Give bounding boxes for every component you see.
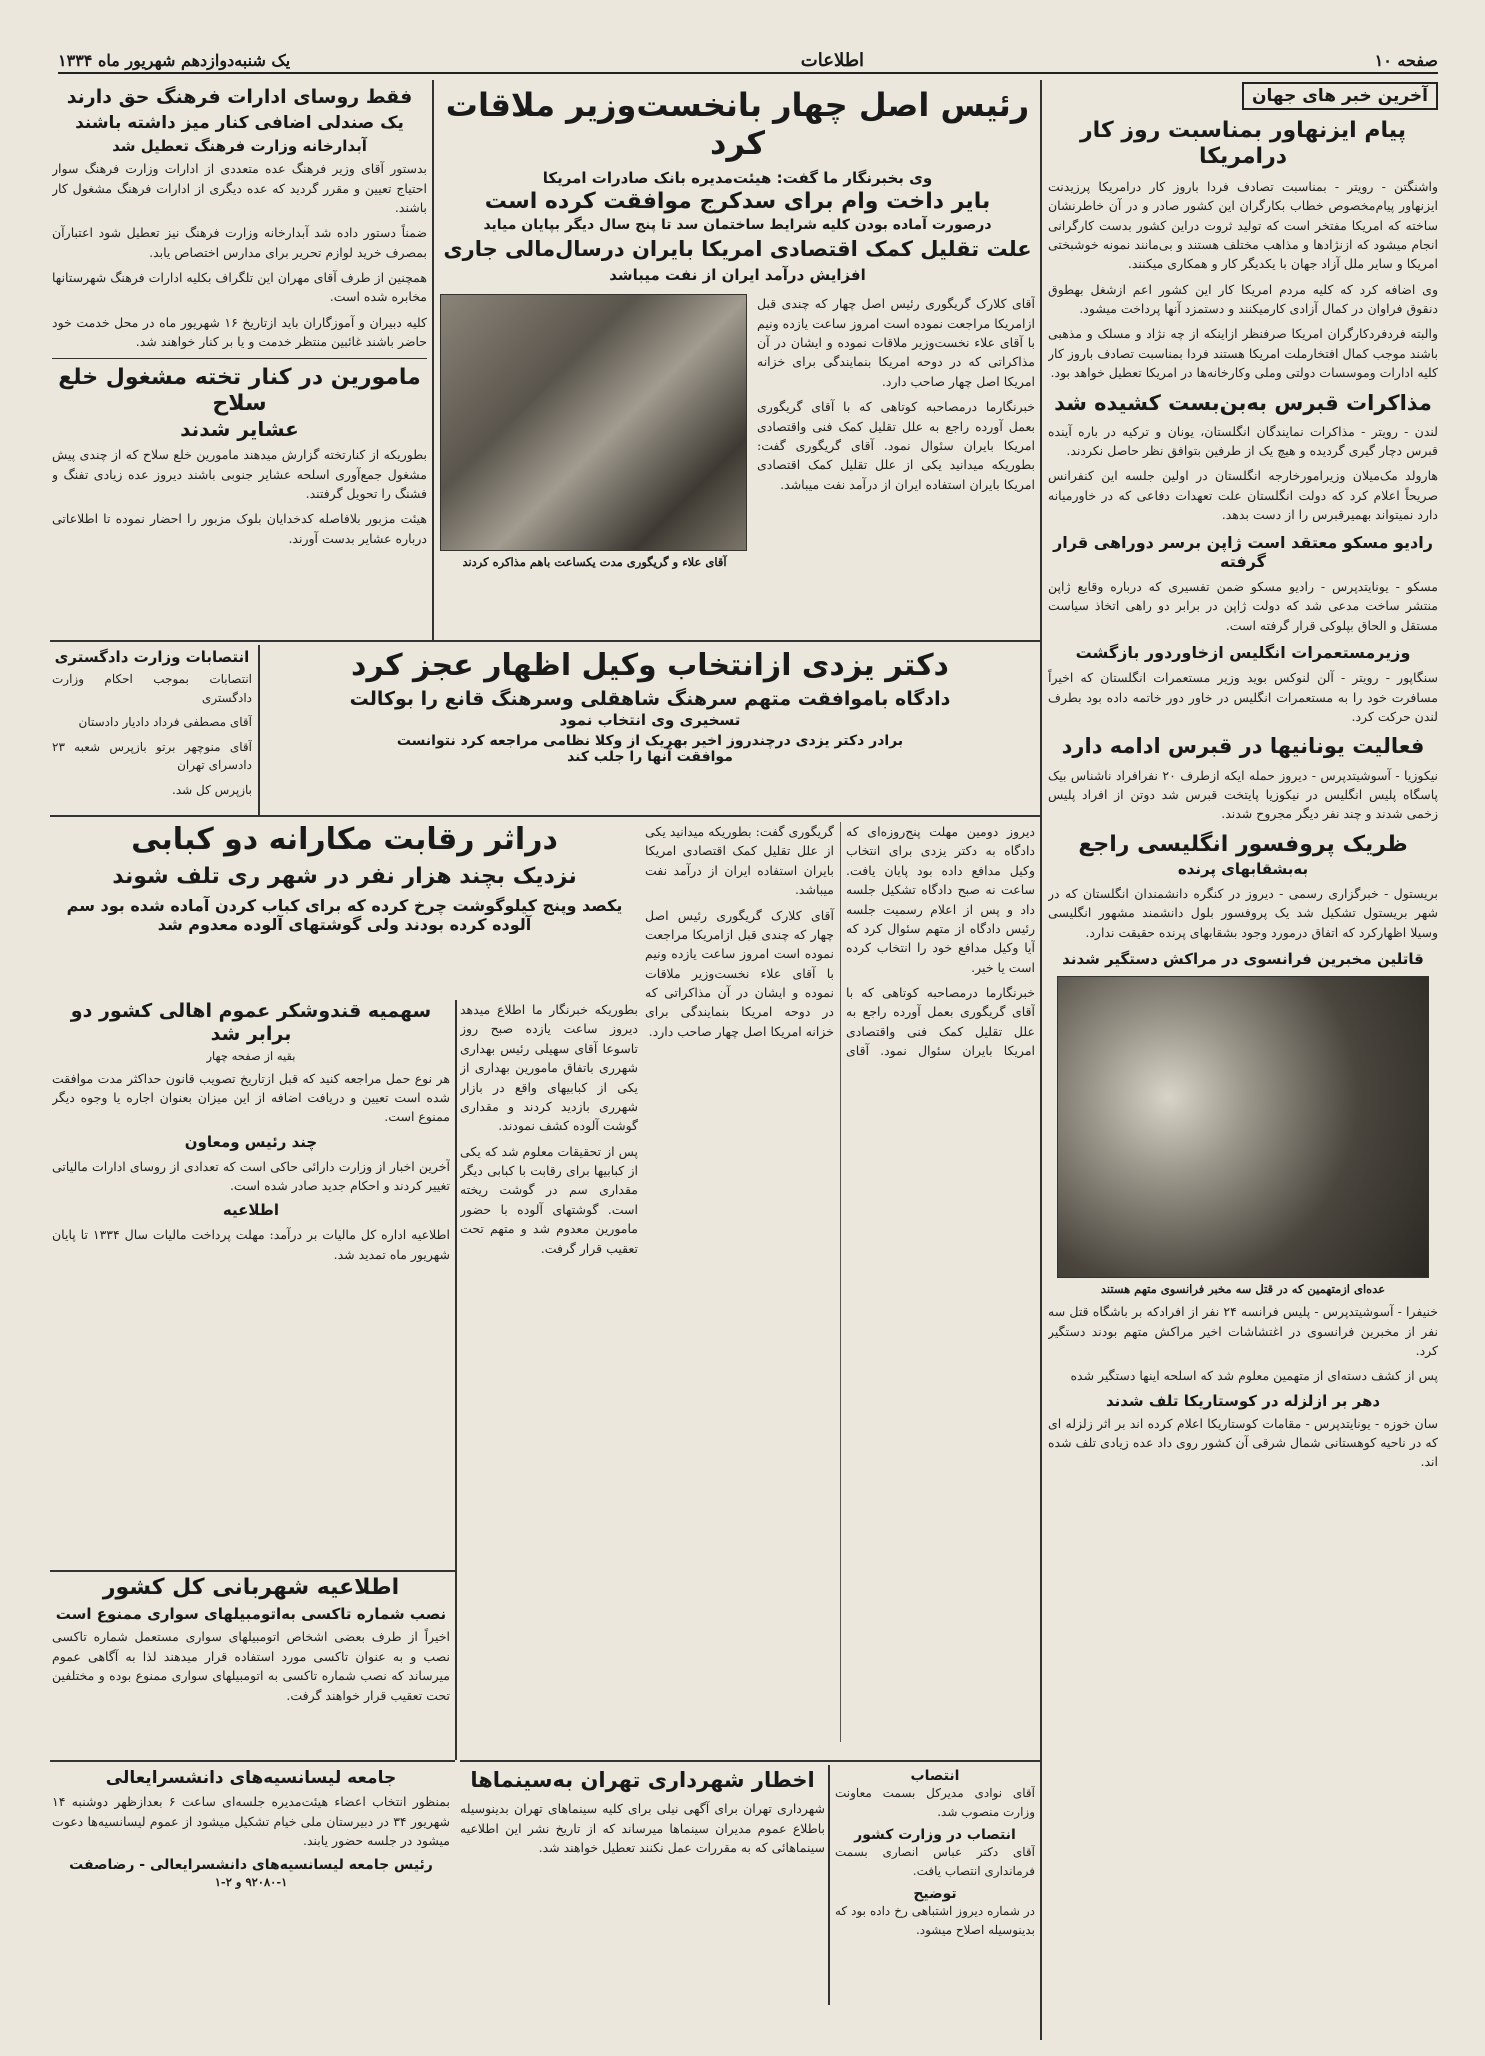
article-paragraph: سان خوزه - یونایتدپرس - مقامات کوستاریکا اعلام کرده اند بر اثر زلزله ای که در ناحیه کوهستانی شمال شرقی آن کشور روی داد عده زیادی تلف شده اند. [1048,1415,1438,1470]
article-paragraph: خبرنگارما درمصاحبه کوتاهی که با آقای گریگوری بعمل آورده راجع به علل تقلیل کمک فنی واقتصادی امریکا بایران سئوال نمود. آقای گریگوری گفت: بطوریکه میدانید یکی از علل تقلیل کمک اقتصادی امریکا بایران استفاده ایران از درآمد نفت میباشد. [757,399,1035,492]
world-news-box-title: آخرین خبر های جهان [1242,82,1438,110]
headline-professor: ظریک پروفسور انگلیسی راجع [1078,831,1408,857]
column-rule [455,1000,457,1760]
appointment-item: بازپرس کل شد. [172,782,252,797]
subheadline-flying-saucers: به‌بشقابهای پرنده [1177,860,1309,879]
article-paragraph: نیکوزیا - آسوشیتدپرس - دیروز حمله ایکه ازطرف ۲۰ نفرافراد ناشناس بیک پاسگاه پلیس انگلیس در نیکوزیا پایتخت قبرس شد دوتن از افراد پلیس زخمی شدند و چند نفر دیگر مجروح شدند. [1048,767,1438,822]
section-rule [460,1760,1040,1762]
police-notice [52,1575,450,1755]
column-rule [432,80,434,640]
article-paragraph: شهرداری تهران برای آگهی نیلی برای کلیه سینماهای تهران بدینوسیله باطلاع عموم مدیران سینماها میرساند که از تاریخ نشر این اطلاعیه سینماهائی که به مقررات عمل نکنند تعطیل خواهند شد. [460,1801,825,1855]
headline-morocco-arrests: قاتلین مخبرین فرانسوی در مراکش دستگیر شدند [1062,950,1424,969]
headline-sugar: سهمیه قندوشکر عموم اهالی کشور دو برابر شد [70,1000,432,1045]
article-paragraph: آقای نوادی مدیرکل بسمت معاونت وزارت منصوب شد. [835,1786,1035,1819]
article-paragraph: مسکو - یونایتدپرس - رادیو مسکو ضمن تفسیری که درباره وقایع ژاپن منتشر ساخت مدعی شد که دولت ژاپن در برابر دو راهی اتخاذ سیاست مستقل و الحاق بپلوکی قرار گرفته است. [1048,578,1438,633]
phone-number: ۹۲۰۸۰-۱ و ۲-۱ [214,1874,288,1889]
photo-morocco-suspects [1057,976,1429,1278]
headline-ministry: انتصاب در وزارت کشور [854,1827,1016,1844]
article-paragraph: لندن - رویتر - مذاکرات نمایندگان انگلستان، یونان و ترکیه در باره آینده قبرس دچار گیری گردیده و هیچ یک از طرفین بتوافق نظر حاصل نکردند. [1048,423,1438,459]
article-paragraph: سنگاپور - رویتر - آلن لنوکس بوید وزیر مستعمرات انگلستان که اخیراً مسافرت خود را به مستعمرات انگلیس در خاور دور خاتمه داده بود بطرف لندن حرکت کرد. [1048,670,1438,725]
article-paragraph: هر نوع حمل مراجعه کنید که قبل ازتاریخ تصویب قانون حداکثر مدت موافقت شده است تعیین و دریافت اضافه از این میزان بعنوان اجاره یا وجوه دیگر ممنوع است. [52,1070,450,1125]
article-paragraph: آقای دکتر عباس انصاری بسمت فرمانداری انتصاب یافت. [835,1845,1035,1878]
article-paragraph: بطوریکه خبرنگار ما اطلاع میدهد دیروز ساعت یازده صبح روز تاسوعا آقای سهیلی رئیس بهداری شهرری باتفاق مامورین بهداری از یکی از کبابیهای واقع در بازار شهرری بازدید کردند و مقداری گوشت آلوده کشف نمودند. [460,1002,638,1134]
article-paragraph: اخیراً از طرف بعضی اشخاص اتومبیلهای سواری مستعمل شماره تاکسی نصب و به عنوان تاکسی مورد استفاده قرار میدهند لذا به آگاهی عموم میرساند که نصب شماره تاکسی به اتومبیلهای سواری ممنوع بوده و مختلفین تحت تعقیب قرار خواهند گرفت. [52,1629,450,1703]
headline-police: اطلاعیه شهربانی کل کشور [102,1575,400,1600]
subheadline: تسخیری وی انتخاب نمود [559,710,741,729]
subheadline: درصورت آماده بودن کلیه شرایط ساختمان سد تا پنج سال دیگر بپایان میاید [483,217,992,234]
article-paragraph: آقای کلارک گریگوری رئیس اصل چهار که چندی قبل ازامریکا مراجعت نموده است امروز ساعت یازده ونیم با آقای علاء نخست‌وزیر ملاقات نموده و ایشان در آن مذاکراتی که در دوحه امریکا بنمایندگی برای خزانه امریکا اصل چهار صاحب دارد. [645,907,834,1039]
subheadline: یک صندلی اضافی کنار میز داشته باشند [75,112,404,133]
headline-kebab: دراثر رقابت مکارانه دو کبابی [131,822,558,857]
issue-date: یک شنبه‌دوازدهم شهریور ماه ۱۳۳۴ [58,50,291,70]
culture-offices-article [52,86,427,636]
article-paragraph: هارولد مک‌میلان وزیرامورخارجه انگلستان در اولین جلسه این کنفرانس صریحاً اعلام کرد که دولت انگلستان علت تعهدات دفاعی که در خاورمیانه دارد نمیتواند بهمیرقبرس را از دست بدهد. [1048,468,1438,523]
subheadline: نصب شماره تاکسی به‌اتومبیلهای سواری ممنوع است [55,1605,447,1624]
subheadline: موافقت آنها را جلب کند [567,748,733,765]
article-paragraph: والبته فردفردکارگران امریکا صرفنظر ازاینکه از چه نژاد و مسلک و مذهبی باشند موجب کمال افتخارملت امریکا هستند فردا بمناسبت تصادف باروز کار کلیه ادارات وموسسات دولتی وملی وکارخانه‌ها در امریکا تعطیل خواهد بود. [1048,326,1438,381]
photo-caption: آقای علاء و گریگوری مدت یکساعت باهم مذاکره کردند [462,555,727,570]
photo-ala-gregory [440,294,747,551]
appointment-item: انتصابات بموجب احکام وزارت دادگستری [52,672,252,705]
world-news-column [1048,82,1438,2042]
headline-yazdi: دکتر یزدی ازانتخاب وکیل اظهار عجز کرد [351,648,949,683]
headline-cyprus-talks: مذاکرات قبرس به‌بن‌بست کشیده شد [1054,390,1432,415]
headline-eisenhower: پیام ایزنهاور بمناسبت روز کار درامریکا [1079,118,1406,170]
cinema-warning [460,1768,825,1988]
headline-chief: انتصاب [910,1768,960,1784]
headline-colonial-minister: وزیرمستعمرات انگلیس ازخاورد‌ور بازگشت [1075,643,1411,663]
ministry-appointments [835,1768,1035,2008]
headline-culture: فقط روسای ادارات فرهنگ حق دارند [66,86,413,108]
subheadline: آلوده کرده بودند ولی گوشتهای آلوده معدوم شد [157,915,532,935]
headline-costa-rica: دهر بر ازلزله در کوستاریکا تلف شدند [1105,1391,1381,1410]
subheadline: علت تقلیل کمک اقتصادی امریکا بایران درسال‌مالی جاری [443,237,1032,262]
section-rule [50,1570,455,1572]
graduates-notice [52,1768,450,1968]
article-paragraph: هیئت‌ مزبور بلافاصله کدخدایان بلوک مزبور را احضار نموده تا اطلاعاتی درباره عشایر بدست آورند. [52,511,427,546]
headline-clarification: توضیح [913,1886,957,1903]
article-paragraph: بمنظور انتخاب اعضاء هیئت‌مدیره جلسه‌ای ساعت ۶ بعدازظهر دوشنبه ۱۴ شهریور ۳۴ در دبیرستان ملی خیام تشکیل میشود از عموم لیسانسیه‌ها دعوت میشود در جلسه حضور یابند. [52,1794,450,1849]
article-paragraph: خنیفرا - آسوشیتدپرس - پلیس فرانسه ۲۴ نفر از افرادکه بر باشگاه قتل سه نفر از مخبرین فرانسوی در اغتشاشات اخیر مراکش متهم بودند دستگیر کرد. [1048,1304,1438,1358]
subheadline: بایر داخت وام برای سدکرج موافقت کرده است [484,188,991,214]
appointments-title: انتصابات وزارت دادگستری [54,648,250,666]
sugar-article [52,1000,450,1565]
appointments-box [52,648,252,810]
article-paragraph: آقای کلارک گریگوری رئیس اصل چهار که چندی قبل ازامریکا مراجعت نموده است امروز ساعت یازده ونیم با آقای علاء نخست‌وزیر ملاقات نموده و ایشان در آن مذاکراتی که در دوحه امریکا بنمایندگی برای خزانه امریکا اصل چهار صاحب دارد. [757,296,1035,389]
subheadline: نزدیک بچند هزار نفر در شهر ری تلف شوند [112,864,577,889]
yazdi-body [645,822,1035,1752]
masthead [58,48,1438,74]
article-paragraph: کلیه دبیران و آموزگاران باید ازتاریخ ۱۶ شهریور ماه در محل خدمت خود حاضر باشند غائبین منتظر خدمت و یا بر کنار خواهند شد. [52,314,427,350]
subheadline: وی بخبرنگار ما گفت: هیئت‌مدیره بانک صادرات امریکا [542,168,933,187]
section-rule [50,1760,455,1762]
photo-caption: عده‌ای ازمتهمین که در قتل سه مخبر فرانسوی متهم هستند [1100,1282,1386,1297]
article-paragraph: آخرین اخبار از وزارت دارائی حاکی است که تعدادی از روسای ادارات مالیاتی تغییر کردند و احکام جدید صادر شده است. [52,1158,450,1194]
paper-name: اطلاعات [800,49,865,71]
headline-disarm-2: عشایر شدند [180,417,299,442]
article-paragraph: پس از تحقیقات معلوم شد که یکی از کبابیها برای رقابت با کبابی دیگر مقداری سم در گوشت ریخته است. گوشتهای آلوده با حضور مامورین معدوم شد و متهم تحت تعقیب قرار گرفت. [460,1143,638,1256]
article-paragraph: بریستول - خبرگزاری رسمی - دیروز در کنگره دانشمندان انگلستان که در شهر بریستول تشکیل شد یک پروفسور بلول دانشمند مشهور انگلیسی وسیلا اظهارکرد که اتفاق درمورد وجود بشقابهای پرنده حقیقت ندارد. [1048,886,1438,940]
headline-greeks-cyprus: فعالیت یونانیها در قبرس ادامه دارد [1061,734,1425,759]
kebab-article-head [52,822,637,1002]
headline-point-four: رئیس اصل چهار بانخست‌وزیر ملاقات کرد [445,86,1030,163]
dr-yazdi-article [265,648,1035,813]
subheadline: برادر دکتر یزدی درچندروز اخیر بهریک از وکلا نظامی مراجعه کرد نتوانست [396,732,904,749]
subheadline: افزایش درآمد ایران از نفت میباشد [609,266,866,285]
headline-graduates: جامعه لیسانسیه‌های دانشسرایعالی [105,1768,397,1788]
article-paragraph: بدستور آقای وزیر فرهنگ عده متعددی از ادارات وزارت فرهنگ سوار احتیاج تعیین و مقرر گردید که عده دیگری از ادارات فرهنگ مشغول کار باشند. [52,161,427,215]
article-paragraph: وی اضافه کرد که کلیه مردم امریکا کار این کشور اعم ازشغل بهطوق دنقوق فراوان در کمال آزادی کارمیکنند و دستمزد آنها پرداخت میشود. [1048,281,1438,317]
page-number: صفحه ۱۰ [1374,50,1438,70]
subheadline: یکصد وپنج کیلوگوشت چرخ کرده که برای کباب کردن آماده شده بود سم [66,896,623,916]
point-four-article [440,86,1035,636]
headline-moscow-japan: رادیو مسکو معتقد است ژاپن برسر دوراهی قرار گرفته [1053,532,1433,571]
subheadline: آبدارخانه وزارت فرهنگ تعطیل شد [112,137,367,156]
column-rule [258,645,260,815]
appointment-item: آقای منوچهر برتو بازپرس شعبه ۲۳ دادسرای تهران [52,739,252,773]
subheadline: اطلاعیه [222,1201,280,1220]
article-paragraph: خبرنگارما درمصاحبه کوتاهی که با آقای گریگوری بعمل آورده راجع به علل تقلیل کمک فنی واقتصادی امریکا بایران سئوال نمود. آقای گریگوری گفت: بطوریکه میدانید یکی از علل تقلیل کمک اقتصادی امریکا بایران استفاده ایران از درآمد نفت میباشد. [645,824,1035,1059]
article-paragraph: اطلاعیه اداره کل مالیات بر درآمد: مهلت پرداخت مالیات سال ۱۳۳۴ تا پایان شهریور ماه تمدید شد. [52,1227,450,1262]
article-paragraph: در شماره دیروز اشتباهی رخ داده بود که بدینوسیله اصلاح میشود. [835,1904,1035,1937]
article-paragraph: ضمناً دستور داده شد آبدارخانه وزارت فرهنگ نیز تعطیل شود اعتبارآن بمصرف خرید لوازم تحریر برای مدارس اختصاص یابد. [52,225,427,260]
article-paragraph: دیروز دومین مهلت پنج‌روزه‌ای که دادگاه به دکتر یزدی برای انتخاب وکیل مدافع داده بود پایان یافت. ساعت نه صبح دادگاه تشکیل جلسه داد و پس از اعلام رسمیت جلسه رئیس دادگاه از متهم سئوال کرد که آیا وکیل مدافع خود را انتخاب کرده است یا خیر. [846,824,1035,975]
article-paragraph: بطوریکه از کنارتخته گزارش میدهند مامورین خلع سلاح که از چندی پیش مشغول جمع‌آوری اسلحه عشایر جنوبی باشند دیروز عده زیادی تفنگ و فشنگ را تحویل گرفتند. [52,447,427,502]
headline-disarm: مامورین در کنار تخته مشغول خلع سلاح [58,364,421,416]
subheadline: دادگاه باموافقت متهم سرهنگ شاهقلی وسرهنگ قانع را بوکالت [349,688,951,710]
column-rule [828,1765,830,2005]
article-paragraph: پس از کشف دسته‌ای از متهمین معلوم شد که اسلحه اینها دستگیر شده [1070,1368,1438,1384]
article-paragraph: همچنین از طرف آقای مهران این تلگراف بکلیه ادارات فرهنگ شهرستانها مخابره شده است. [52,270,427,305]
column-rule [1040,80,1042,2040]
kebab-body [460,1000,638,1755]
headline-cinema: اخطار شهرداری تهران به‌سینماها [470,1768,815,1792]
subheadline: چند رئیس ومعاون [184,1132,318,1151]
section-rule [50,815,1040,817]
continued-note: بقیه از صفحه چهار [206,1048,296,1063]
appointment-item: آقای مصطفی فرداد دادیار دادستان [78,715,252,730]
section-rule [50,640,1040,642]
signature-line: رئیس جامعه لیسانسیه‌های دانشسرایعالی - رضاصفت [69,1856,433,1873]
article-paragraph: واشنگتن - رویتر - بمناسبت تصادف فردا باروز کار درامریکا پرزیدنت ایزنهاور پیام‌مخصوص خطاب بکارگران این کشور صادر و در آن خاطرنشان ساخته که امریکا مفتخر است که تولید ثروت دراین کشور بدست کارگرانی انجام میشود که ازنژادها و مذاهب مختلف هستند و بی‌مانند نمونه خوشبختی امریکا و سایر ملل آزاد جهان با یکدیگر کار و همکاری میکنند. [1048,178,1438,272]
